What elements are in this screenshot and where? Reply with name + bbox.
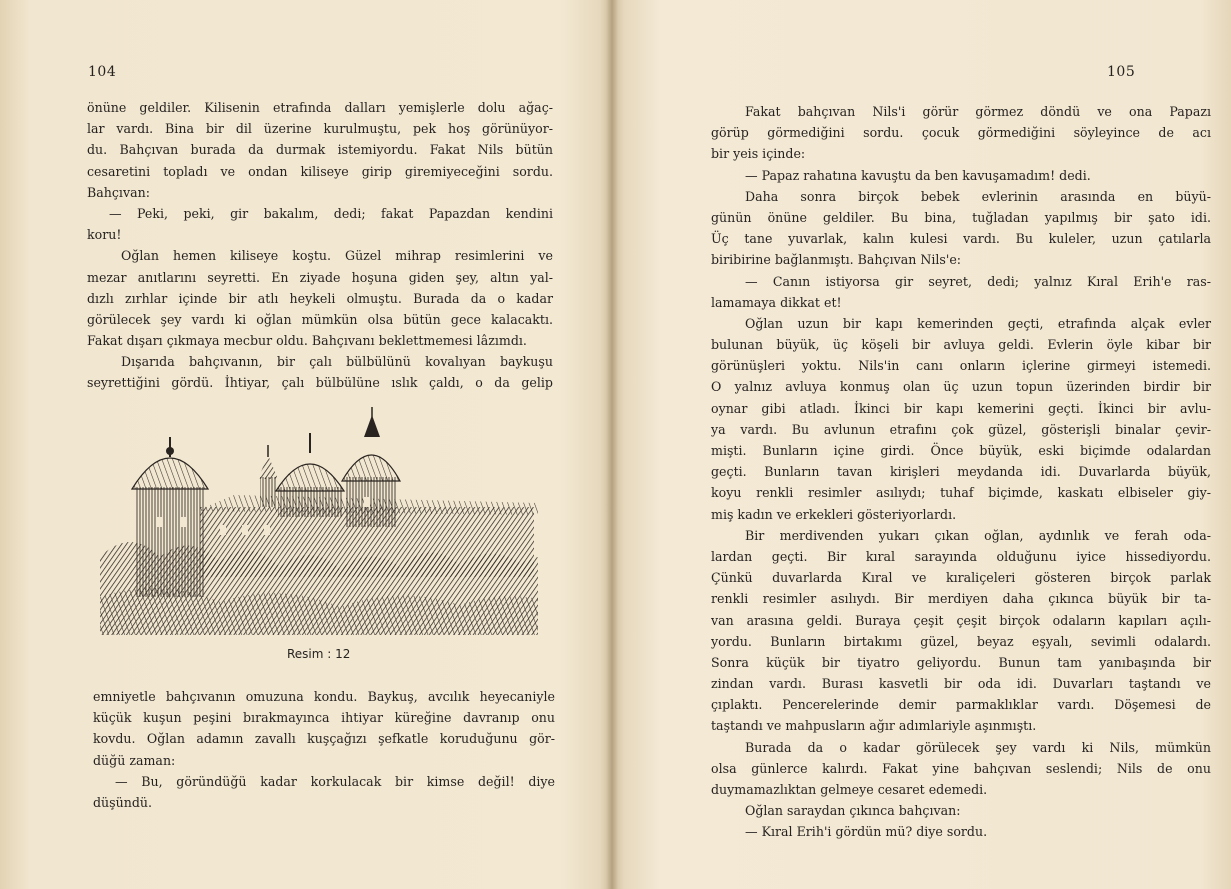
text-line: O yalnız avluya konmuş olan üç uzun topun üzerinden birdir bir [711,379,1211,395]
text-line: seyrettiğini gördü. İhtiyar, çalı bülbülüne ıslık çaldı, o da gelip [87,375,553,391]
text-line: lardan geçti. Bir kıral sarayında olduğunu iyice hissediyordu. [711,548,1211,564]
text-line: düğü zaman: [93,752,176,768]
text-line: Burada da o kadar görülecek şey vardı ki Nils, mümkün [745,739,1211,755]
text-line: Oğlan saraydan çıkınca bahçıvan: [745,803,961,819]
text-line: emniyetle bahçıvanın omuzuna kondu. Baykuş, avcılık heyecaniyle [93,689,555,704]
text-line: koru! [87,227,122,243]
text-line: Daha sonra birçok bebek evlerinin arasında en büyü- [745,188,1211,204]
text-line: taştandı ve mahpusların ağır adımlariyle aşınmıştı. [711,718,1037,734]
text-line: van arasına geldi. Buraya çeşit çeşit birçok odaların kapıları açılı- [711,612,1211,628]
text-line: miş kadın ve erkekleri gösteriyorlardı. [711,506,957,522]
text-line: görülecek şey vardı ki oğlan mümkün olsa bütün gece kalacaktı. [87,311,553,327]
text-line: mezar anıtlarını seyretti. En ziyade hoşuna giden şey, altın yal- [87,269,553,285]
text-line: Oğlan hemen kiliseye koştu. Güzel mihrap resimlerini ve [121,248,553,264]
castle-engraving [100,407,538,635]
text-line: lamamaya dikkat et! [711,294,842,310]
left-page [0,0,610,889]
text-line: duymamazlıktan gelmeye cesaret edemedi. [711,782,988,797]
text-line: — Peki, peki, gir bakalım, dedi; fakat Papazdan kendini [109,205,553,221]
left-text-top [87,97,553,394]
text-line: bulunan büyük, üç köşeli bir avluya geldi. Evlerin öyle kibar bir [711,337,1211,353]
text-line: görünüşleri yoktu. Nils'in canı onların içlerine girmeyi istemedi. [711,358,1211,374]
right-text [711,101,1211,843]
text-line: olsa günlerce kalırdı. Fakat yine bahçıvan seslendi; Nils de onu [711,760,1211,776]
text-line: mişti. Bunların içine girdi. Önce büyük, eski biçimde odalardan [711,443,1211,458]
text-line: oynar gibi atladı. İkinci bir kapı kemerini geçti. İkinci bir avlu- [711,400,1211,416]
text-line: lar vardı. Bina bir dil üzerine kurulmuştu, pek hoş görünüyor- [87,121,553,137]
text-line: çıplaktı. Pencerelerinde demir parmaklıklar vardı. Döşemesi de [711,697,1211,713]
text-line: dızlı zırhlar içinde bir atlı heykeli olmuştu. Burada da o kadar [87,290,553,306]
text-line: cesaretini topladı ve ondan kiliseye girip giremiyeceğini sordu. [87,163,553,179]
text-line: Fakat dışarı çıkmaya mecbur oldu. Bahçıvanı beklettmemesi lâzımdı. [87,333,527,349]
text-line: bir yeis içinde: [711,146,806,162]
right-page [614,0,1231,889]
text-line: Bahçıvan: [87,184,150,200]
text-line: ya vardı. Bu avlunun etrafını çok güzel, gösterişli binalar çevir- [711,421,1211,437]
text-line: biribirine bağlanmıştı. Bahçıvan Nils'e: [711,252,962,268]
text-line: — Papaz rahatına kavuştu da ben kavuşamadım! dedi. [745,167,1091,183]
left-text-bottom [93,686,555,813]
text-line: Fakat bahçıvan Nils'i görür görmez döndü ve ona Papazı [745,104,1211,119]
text-line: zindan vardı. Burası kasvetli bir oda idi. Duvarları taştandı ve [711,676,1211,692]
text-line: Çünkü duvarlarda Kıral ve kıraliçeleri gösteren birçok parlak [711,570,1211,586]
left-page-number: 104 [88,64,117,80]
text-line: — Bu, göründüğü kadar korkulacak bir kimse değil! diye [115,773,555,789]
text-line: du. Bahçıvan burada da durmak istemiyordu. Fakat Nils bütün [87,142,553,158]
text-line: geçti. Bunların tavan kirişleri meydanda idi. Duvarlarda büyük, [711,464,1211,480]
text-line: görüp görmediğini sordu. çocuk görmediğini söyleyince de acı [711,125,1211,141]
text-line: — Kıral Erih'i gördün mü? diye sordu. [745,824,988,840]
text-line: önüne geldiler. Kilisenin etrafında dalları yemişlerle dolu ağaç- [87,100,553,115]
figure-caption: Resim : 12 [287,647,351,661]
text-line: Üç tane yuvarlak, kalın kulesi vardı. Bu kuleler, uzun çatılarla [711,231,1211,247]
text-line: küçük kuşun peşini bırakmayınca ihtiyar küreğine davranıp onu [93,710,555,726]
text-line: Sonra küçük bir tiyatro geliyordu. Bunun tam yanıbaşında bir [711,654,1211,670]
text-line: koyu renkli resimler asılıydı; tuhaf biçimde, kaskatı elbiseler giy- [711,485,1211,501]
text-line: Oğlan uzun bir kapı kemerinden geçti, etrafında alçak evler [745,315,1211,331]
text-line: günün önüne geldiler. Bu bina, tuğladan yapılmış bir şato idi. [711,209,1211,225]
text-line: — Canın istiyorsa gir seyret, dedi; yalnız Kıral Erih'e ras- [745,273,1211,289]
text-line: renkli resimler asılıydı. Bir merdiyen daha çıkınca büyük bir ta- [711,591,1211,607]
text-line: düşündü. [93,794,153,810]
right-page-number: 105 [1107,64,1136,80]
text-line: kovdu. Oğlan adamın zavallı kuşçağızı şefkatle koruduğunu gör- [93,731,555,747]
text-line: Bir merdivenden yukarı çıkan oğlan, aydınlık ve ferah oda- [745,527,1211,543]
castle-illustration [100,407,538,635]
text-line: Dışarıda bahçıvanın, bir çalı bülbülünü kovalıyan baykuşu [121,354,553,370]
text-line: yordu. Bunların birtakımı güzel, beyaz eşyalı, sevimli odalardı. [711,633,1211,649]
